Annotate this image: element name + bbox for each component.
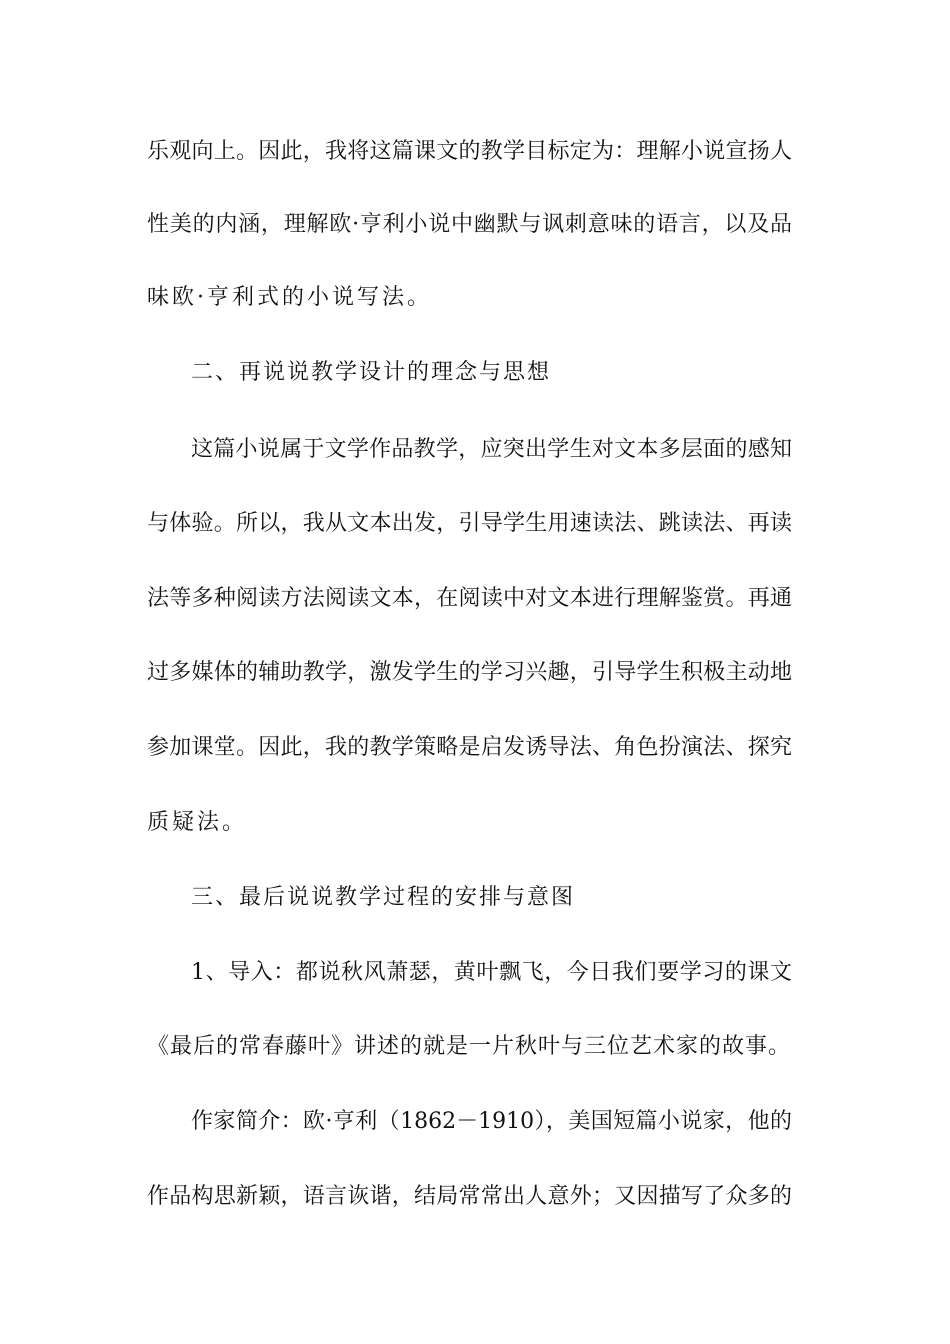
section-heading-3: 三、最后说说教学过程的安排与意图 (191, 885, 576, 910)
body-text-line: 参加课堂。因此，我的教学策略是启发诱导法、角色扮演法、探究 (147, 735, 792, 760)
paragraph-first-line: 作家简介：欧·亨利（1862－1910），美国短篇小说家，他的 (191, 1109, 792, 1134)
body-text-line: 法等多种阅读方法阅读文本，在阅读中对文本进行理解鉴赏。再通 (147, 586, 792, 611)
body-text-line: 过多媒体的辅助教学，激发学生的学习兴趣，引导学生积极主动地 (147, 660, 792, 685)
section-heading-2: 二、再说说教学设计的理念与思想 (191, 360, 552, 385)
body-text-line: 《最后的常春藤叶》讲述的就是一片秋叶与三位艺术家的故事。 (147, 1034, 792, 1059)
body-text-line: 乐观向上。因此，我将这篇课文的教学目标定为：理解小说宣扬人 (147, 139, 792, 164)
body-text-line: 性美的内涵，理解欧·亨利小说中幽默与讽刺意味的语言，以及品 (147, 212, 792, 237)
body-text-line: 味欧·亨利式的小说写法。 (147, 285, 432, 310)
paragraph-first-line: 1、导入：都说秋风萧瑟，黄叶飘飞，今日我们要学习的课文 (191, 960, 792, 985)
body-text-line: 质疑法。 (147, 810, 248, 835)
body-text-line: 与体验。所以，我从文本出发，引导学生用速读法、跳读法、再读 (147, 511, 792, 536)
body-text-line: 作品构思新颖，语言诙谐，结局常常出人意外；又因描写了众多的 (147, 1184, 792, 1209)
paragraph-first-line: 这篇小说属于文学作品教学，应突出学生对文本多层面的感知 (191, 437, 792, 462)
